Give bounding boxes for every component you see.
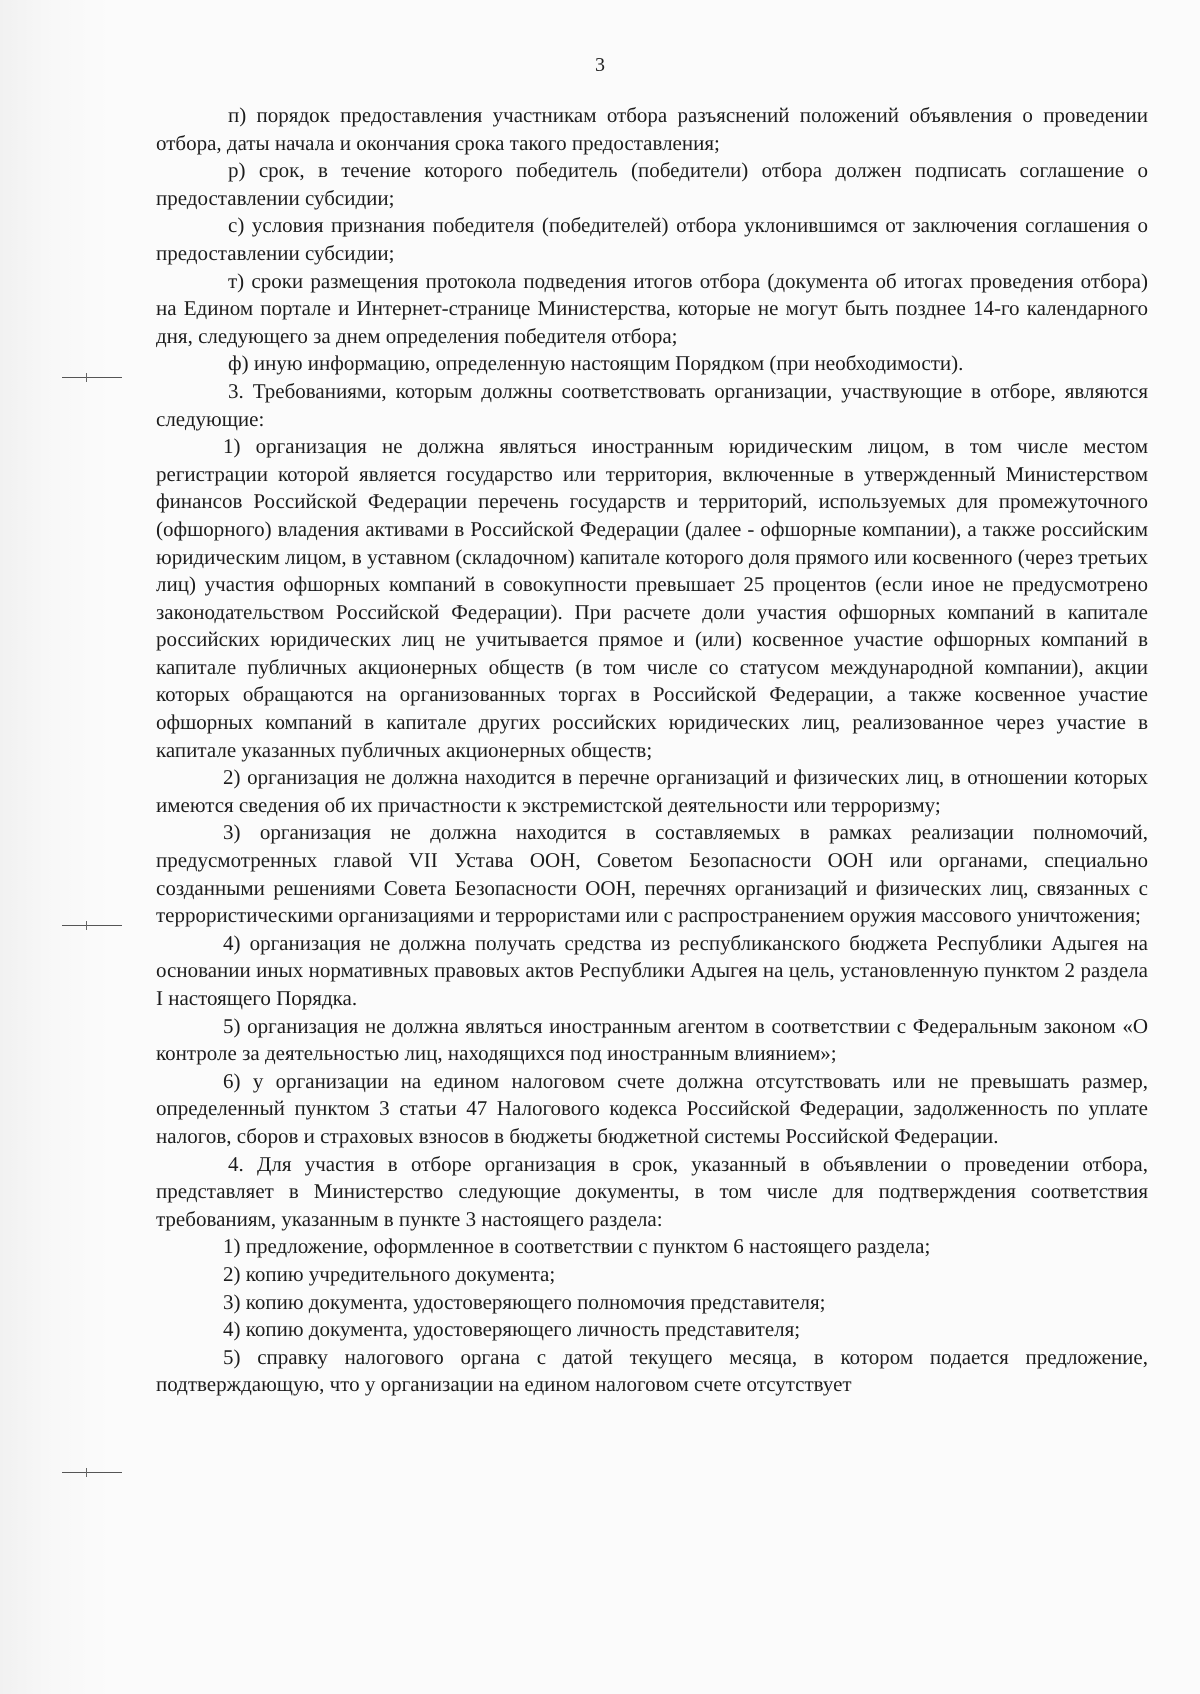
document-list-item-3: 3) копию документа, удостоверяющего полномочия представителя; <box>223 1289 826 1314</box>
paragraph-section-4: 4. Для участия в отборе организация в срок, указанный в объявлении о проведении отбора, представляет в Министерство следующие документы, в том числе для подтверждения соответствия требованиям, указанным в пункте 3 настоящего раздела: <box>156 1151 1148 1231</box>
document-list-item-4: 4) копию документа, удостоверяющего личность представителя; <box>223 1317 801 1342</box>
document-list-item-2: 2) копию учредительного документа; <box>223 1261 556 1286</box>
requirement-6: 6) у организации на едином налоговом счете должна отсутствовать или не превышать размер, определенный пунктом 3 статьи 47 Налогового кодекса Российской Федерации, задолженность по уплате налогов, сборов и страховых взносов в бюджеты бюджетной системы Российской Федерации. <box>156 1068 1148 1148</box>
requirement-3: 3) организация не должна находится в составляемых в рамках реализации полномочий, предусмотренных главой VII Устава ООН, Советом Безопасности ООН или органами, специально созданными решениями Совета Безопасности ООН, перечнях организаций и физических лиц, связанных с террористическими организациями и террористами или с распространением оружия массового уничтожения; <box>156 820 1148 928</box>
page-number: 3 <box>595 54 605 76</box>
scan-margin <box>0 0 110 1694</box>
document-list-item-5: 5) справку налогового органа с датой текущего месяца, в котором подается предложение, подтверждающую, что у организации на едином налоговом счете отсутствует <box>156 1344 1148 1397</box>
paragraph-item-f: ф) иную информацию, определенную настоящим Порядком (при необходимости). <box>228 351 964 376</box>
paragraph-section-3: 3. Требованиями, которым должны соответствовать организации, участвующие в отборе, являются следующие: <box>156 378 1148 431</box>
paragraph-item-s: с) условия признания победителя (победителей) отбора уклонившимся от заключения соглашения о предоставлении субсидии; <box>156 213 1148 265</box>
document-list-item-1: 1) предложение, оформленное в соответствии с пунктом 6 настоящего раздела; <box>223 1234 931 1259</box>
binder-hole-mark <box>62 377 122 378</box>
requirement-4: 4) организация не должна получать средства из республиканского бюджета Республики Адыгея на основании иных нормативных правовых актов Республики Адыгея на цель, установленную пунктом 2 раздела I настоящего Порядка. <box>156 930 1148 1010</box>
document-body <box>156 102 1148 1399</box>
binder-hole-mark <box>62 925 122 926</box>
paragraph-item-r: р) срок, в течение которого победитель (победители) отбора должен подписать соглашение о предоставлении субсидии; <box>156 158 1148 210</box>
paragraph-item-t: т) сроки размещения протокола подведения итогов отбора (документа об итогах проведения отбора) на Едином портале и Интернет-странице Министерства, которые не могут быть позднее 14-го календарного дня, следующего за днем определения победителя отбора; <box>156 268 1148 348</box>
paragraph-item-p: п) порядок предоставления участникам отбора разъяснений положений объявления о проведении отбора, даты начала и окончания срока такого предоставления; <box>156 103 1148 155</box>
binder-hole-mark <box>62 1472 122 1473</box>
requirement-2: 2) организация не должна находится в перечне организаций и физических лиц, в отношении которых имеются сведения об их причастности к экстремистской деятельности или терроризму; <box>156 765 1148 817</box>
requirement-5: 5) организация не должна являться иностранным агентом в соответствии с Федеральным законом «О контроле за деятельностью лиц, находящихся под иностранным влиянием»; <box>156 1013 1148 1066</box>
requirement-1: 1) организация не должна являться иностранным юридическим лицом, в том числе местом регистрации которой является государство или территория, включенные в утвержденный Министерством финансов Российской Федерации перечень государств и территорий, используемых для промежуточного (офшорного) владения активами в Российской Федерации (далее - офшорные компании), а также российским юридическим лицом, в уставном (складочном) капитале которого доля прямого или косвенного (через третьих лиц) участия офшорных компаний в совокупности превышает 25 процентов (если иное не предусмотрено законодательством Российской Федерации). При расчете доли участия офшорных компаний в капитале российских юридических лиц не учитывается прямое и (или) косвенное участие офшорных компаний в капитале публичных акционерных обществ (в том числе со статусом международной компании), акции которых обращаются на организованных торгах в Российской Федерации, а также косвенное участие офшорных компаний в капитале других российских юридических лиц, реализованное через участие в капитале указанных публичных акционерных обществ; <box>156 434 1149 762</box>
